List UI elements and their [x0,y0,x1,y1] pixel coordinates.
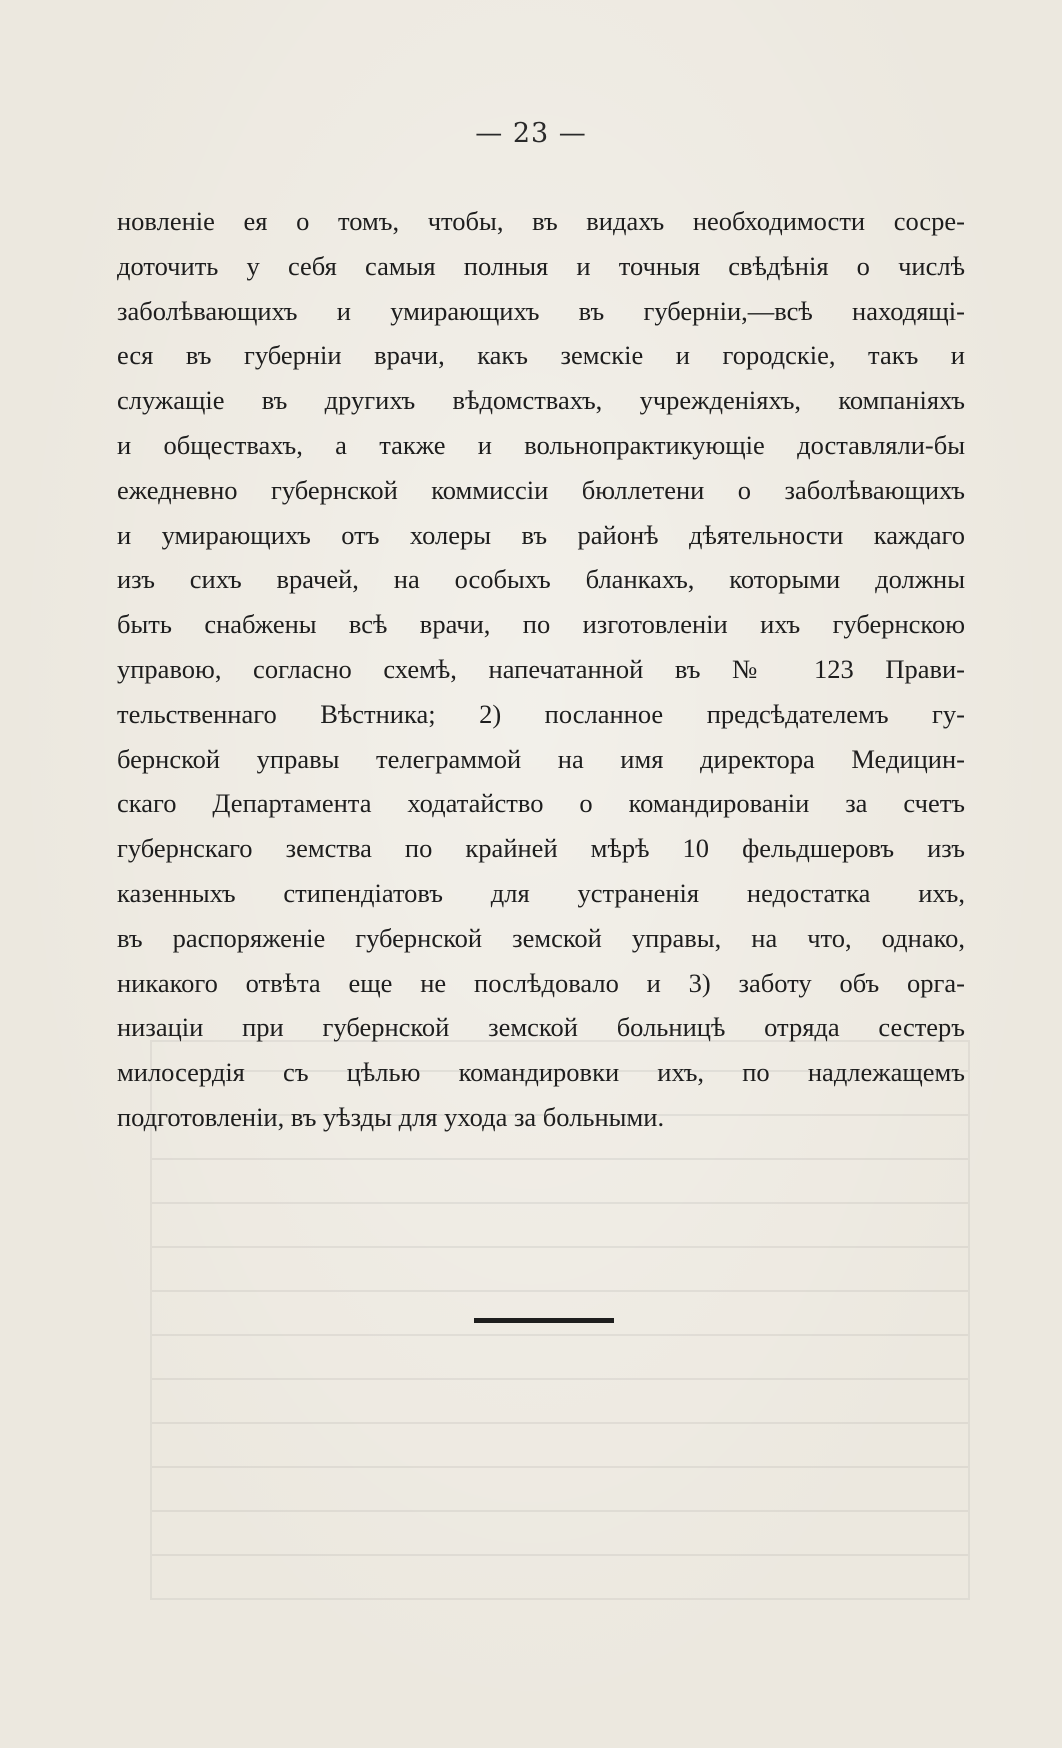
text-line: милосердія съ цѣлью командировки ихъ, по надлежащемъ [117,1057,965,1088]
bleed-through-line [150,1202,970,1204]
text-line: казенныхъ стипендіатовъ для устраненія недостатка ихъ, [117,877,965,908]
text-line: тельственнаго Вѣстника; 2) посланное предсѣдателемъ гу- [117,698,965,729]
body-text [117,199,965,1140]
text-line: изъ сихъ врачей, на особыхъ бланкахъ, которыми должны [117,564,965,595]
text-line: и обществахъ, а также и вольнопрактикующіе доставляли-бы [117,429,965,460]
text-line: доточить у себя самыя полныя и точныя свѣдѣнія о числѣ [117,250,965,281]
text-line: новленіе ея о томъ, чтобы, въ видахъ необходимости сосре- [117,206,965,236]
end-rule [474,1318,614,1323]
bleed-through-line [150,1290,970,1292]
bleed-through-line [150,1158,970,1160]
bleed-through-line [150,1510,970,1512]
bleed-through-line [150,1378,970,1380]
text-line: бернской управы телеграммой на имя директора Медицин- [117,743,965,774]
text-line: заболѣвающихъ и умирающихъ въ губерніи,—всѣ находящі- [117,295,965,326]
text-line: губернскаго земства по крайней мѣрѣ 10 фельдшеровъ изъ [117,833,965,864]
text-line-last: подготовленіи, въ уѣзды для ухода за больными. [117,1101,665,1132]
text-line: скаго Департамента ходатайство о командированіи за счетъ [117,788,965,819]
text-line: въ распоряженіе губернской земской управы, на что, однако, [117,922,965,953]
bleed-through-line [150,1422,970,1424]
bleed-through-line [150,1334,970,1336]
bleed-through-line [150,1246,970,1248]
text-line: быть снабжены всѣ врачи, по изготовленіи ихъ губернскою [117,609,965,640]
bleed-through-line [150,1554,970,1556]
text-line: ежедневно губернской коммиссіи бюллетени о заболѣвающихъ [117,474,965,505]
text-line: никакого отвѣта еще не послѣдовало и 3) заботу объ орга- [117,967,965,998]
text-line: управою, согласно схемѣ, напечатанной въ № 123 Прави- [117,653,965,684]
text-line: служащіе въ другихъ вѣдомствахъ, учрежденіяхъ, компаніяхъ [117,385,965,416]
text-line: еся въ губерніи врачи, какъ земскіе и городскіе, такъ и [117,340,965,371]
page-number: — 23 — [475,118,587,149]
bleed-through-line [150,1466,970,1468]
text-line: низаціи при губернской земской больницѣ отряда сестеръ [117,1012,965,1043]
text-line: и умирающихъ отъ холеры въ районѣ дѣятельности каждаго [117,519,965,550]
